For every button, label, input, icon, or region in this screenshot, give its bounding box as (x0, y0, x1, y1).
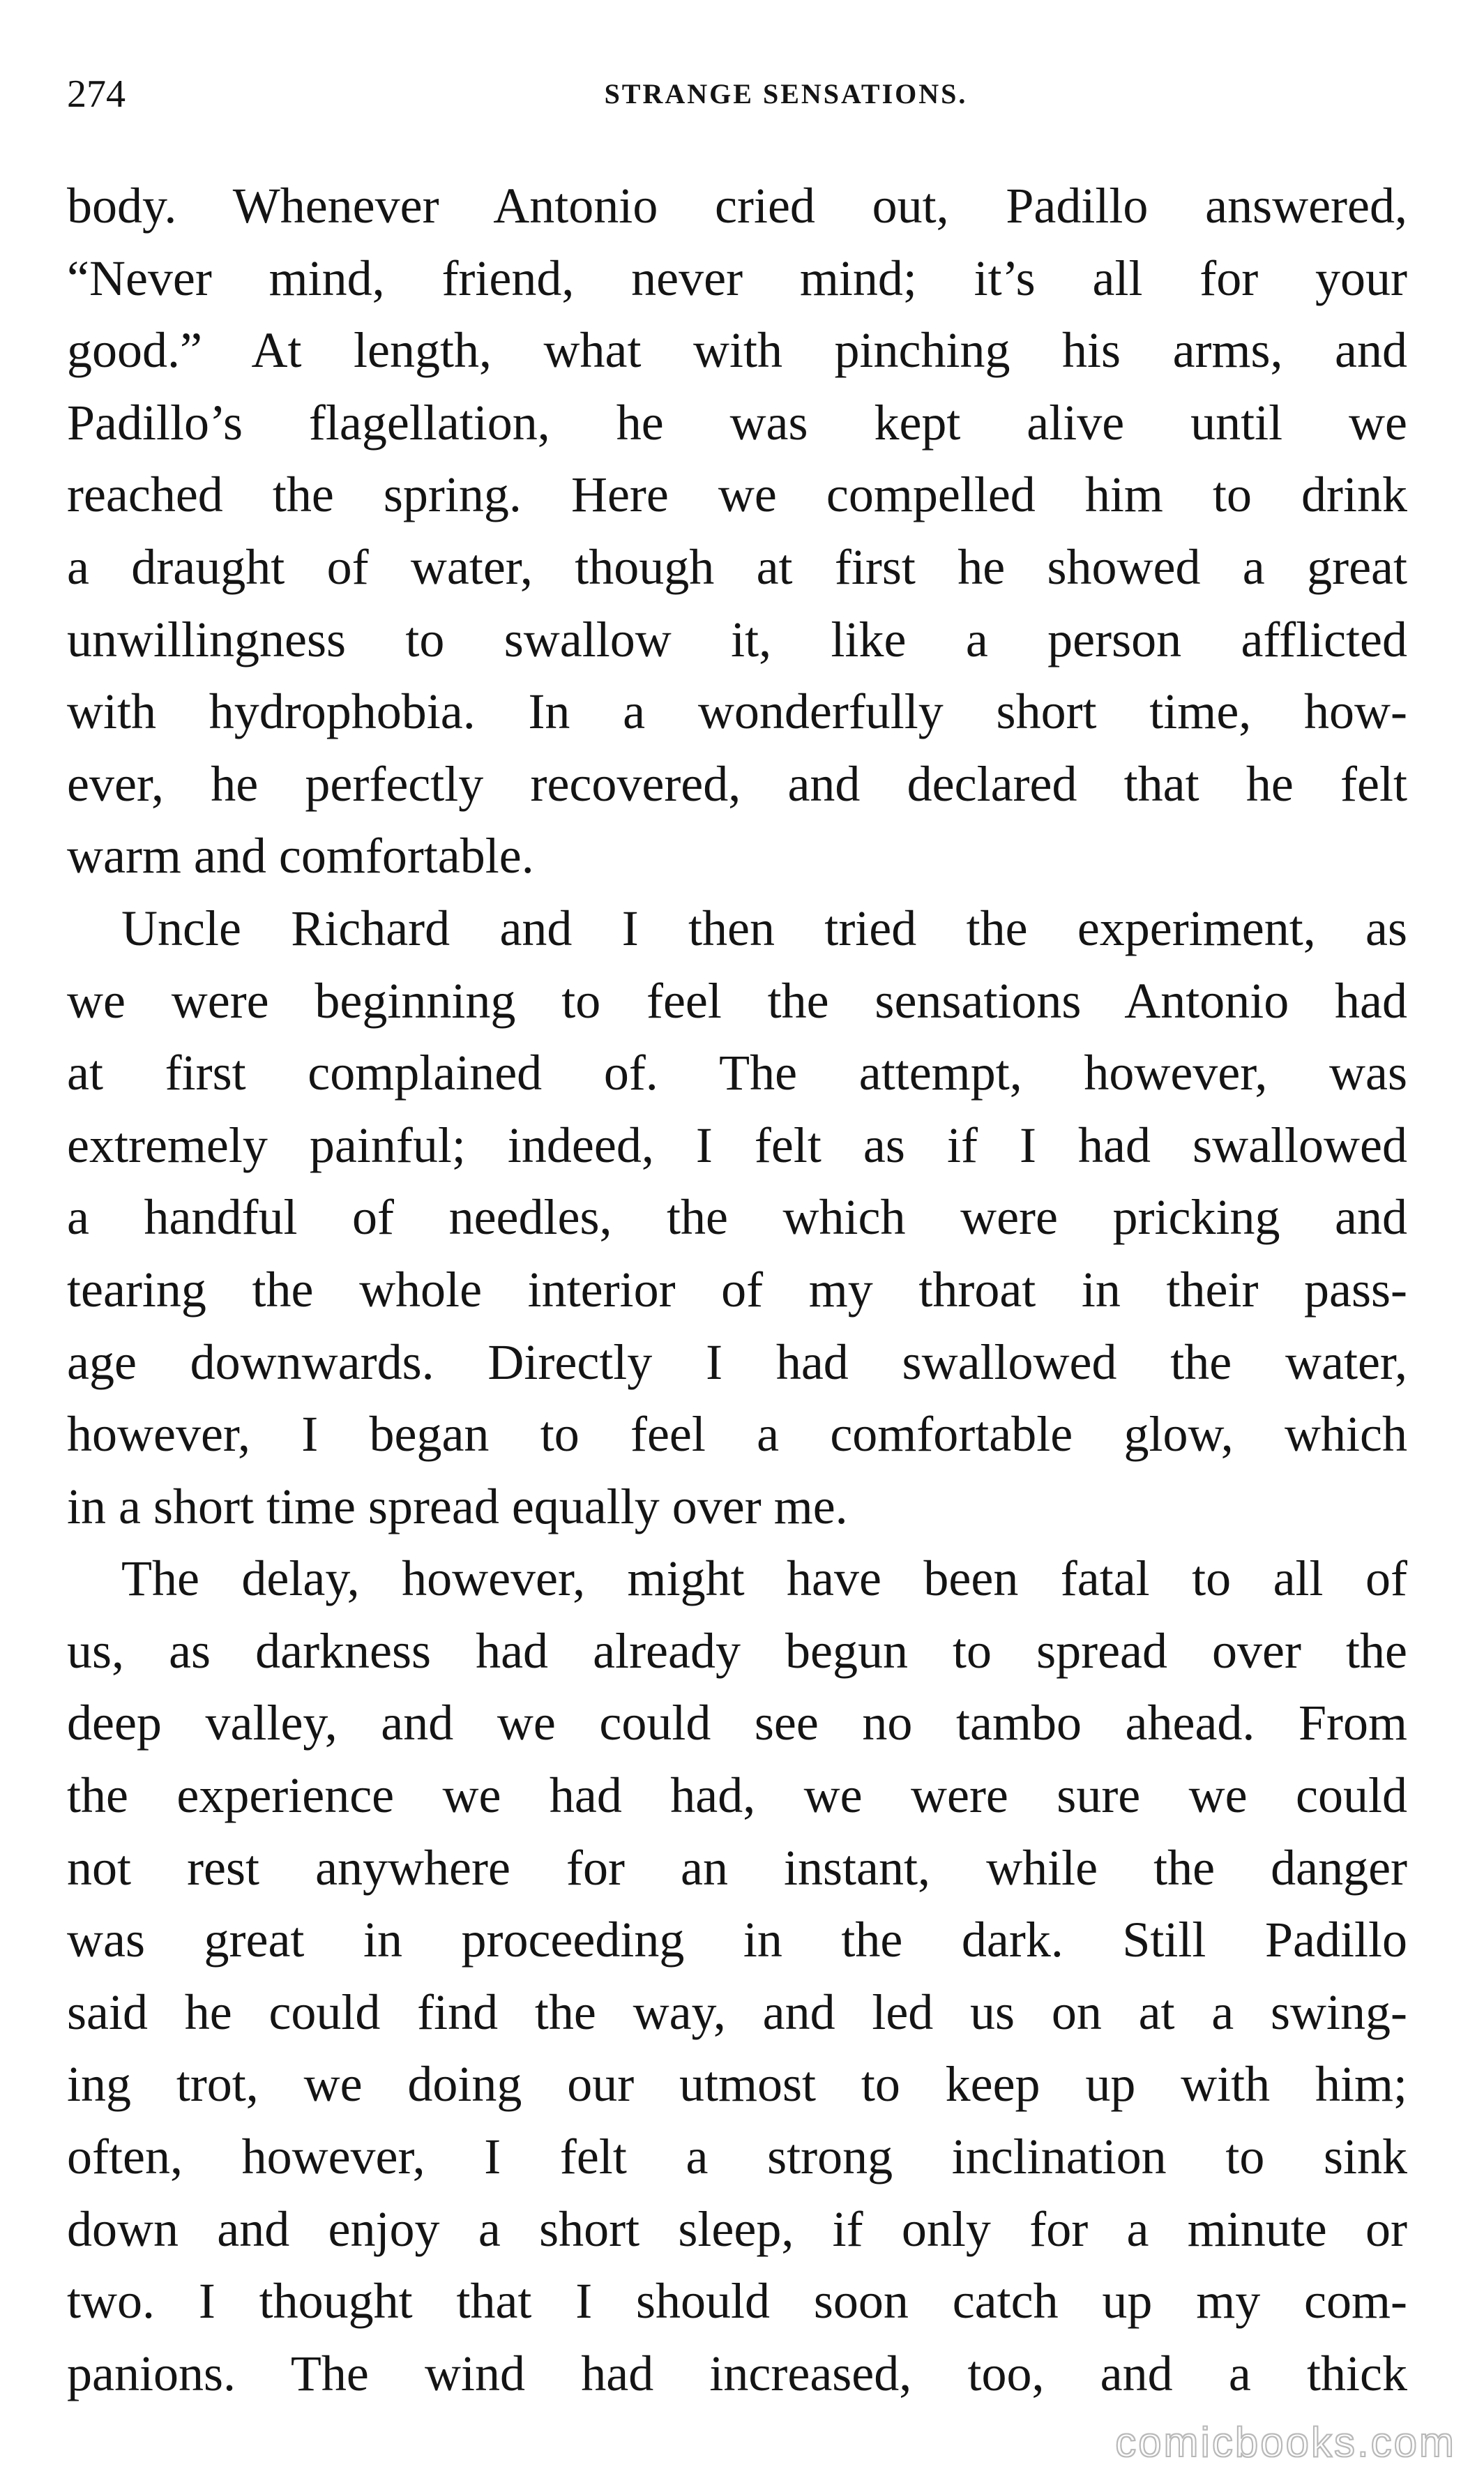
watermark: comicbooks.com (1115, 2419, 1456, 2466)
page-header (67, 70, 1407, 119)
text-line: us, as darkness had already begun to spread over the (67, 1622, 1407, 1679)
text-line: tearing the whole interior of my throat in their pass- (67, 1261, 1407, 1318)
text-line: body. Whenever Antonio cried out, Padillo answered, (67, 178, 1407, 234)
running-head: STRANGE SENSATIONS. (604, 78, 968, 110)
text-line: not rest anywhere for an instant, while the danger (67, 1839, 1407, 1896)
text-line: in a short time spread equally over me. (67, 1478, 848, 1534)
text-line: at first complained of. The attempt, however, was (67, 1045, 1407, 1101)
text-line: age downwards. Directly I had swallowed the water, (67, 1334, 1407, 1390)
text-line: good.” At length, what with pinching his arms, and (67, 322, 1407, 379)
text-line: unwillingness to swallow it, like a person afflicted (67, 611, 1407, 667)
text-line: warm and comfortable. (67, 828, 534, 884)
text-line: the experience we had had, we were sure we could (67, 1767, 1407, 1824)
text-line: with hydrophobia. In a wonderfully short time, how- (67, 684, 1407, 740)
text-line: “Never mind, friend, never mind; it’s all for your (67, 250, 1407, 306)
text-line: we were beginning to feel the sensations Antonio had (67, 972, 1407, 1029)
text-line: The delay, however, might have been fatal to all of (121, 1550, 1407, 1607)
text-line: panions. The wind had increased, too, and a thick (67, 2345, 1407, 2401)
text-line: two. I thought that I should soon catch up my com- (67, 2273, 1407, 2330)
text-line: deep valley, and we could see no tambo ahead. From (67, 1695, 1407, 1751)
page-number: 274 (67, 73, 126, 116)
text-line: down and enjoy a short sleep, if only for a minute or (67, 2201, 1407, 2257)
text-line: often, however, I felt a strong inclination to sink (67, 2129, 1407, 2185)
text-line: ing trot, we doing our utmost to keep up with him; (67, 2056, 1407, 2113)
text-line: a draught of water, though at first he showed a great (67, 538, 1407, 595)
text-line: Padillo’s flagellation, he was kept alive until we (67, 394, 1407, 451)
text-line: extremely painful; indeed, I felt as if I had swallowed (67, 1117, 1407, 1173)
text-line: ever, he perfectly recovered, and declared that he felt (67, 755, 1407, 812)
text-line: reached the spring. Here we compelled him to drink (67, 467, 1407, 523)
text-line: was great in proceeding in the dark. Still Padillo (67, 1912, 1407, 1968)
text-line: Uncle Richard and I then tried the experiment, as (121, 900, 1407, 956)
body-text (67, 170, 1407, 2410)
text-line: said he could find the way, and led us on at a swing- (67, 1984, 1407, 2040)
text-line: however, I began to feel a comfortable glow, which (67, 1406, 1407, 1463)
text-line: a handful of needles, the which were pricking and (67, 1189, 1407, 1246)
